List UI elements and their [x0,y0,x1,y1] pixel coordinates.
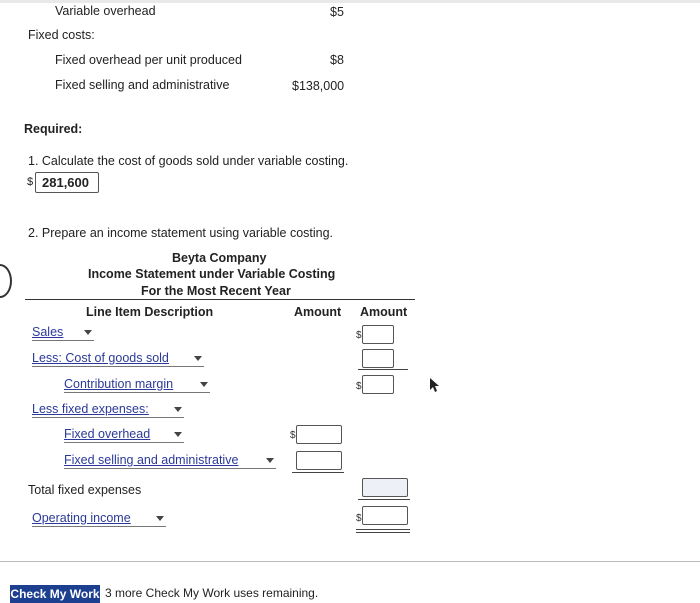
variable-overhead-label: Variable overhead [55,4,156,18]
total-fixed-expenses-input[interactable] [362,478,408,497]
fixed-selling-amount-input[interactable] [296,451,342,470]
q1-answer-input[interactable]: 281,600 [35,172,99,193]
company-name: Beyta Company [172,251,267,265]
operating-income-dropdown[interactable] [32,511,166,527]
question-1-text: 1. Calculate the cost of goods sold under variable costing. [28,154,349,168]
operating-income-label: Operating income [32,511,131,525]
fixed-overhead-label: Fixed overhead [64,427,151,441]
statement-period: For the Most Recent Year [141,284,291,298]
fixed-selling-admin-label: Fixed selling and administrative [55,78,230,92]
fixed-selling-underline [292,472,344,473]
fixed-overhead-currency: $ [290,430,296,441]
sales-dropdown-label: Sales [32,325,64,339]
chevron-down-icon [266,458,274,463]
fixed-selling-label: Fixed selling and administrative [64,453,239,467]
total-fixed-expenses-label: Total fixed expenses [28,483,142,497]
fixed-overhead-dropdown[interactable] [64,427,184,443]
col-line-item-description: Line Item Description [86,305,214,319]
header-rule [25,299,415,300]
sales-amount-input[interactable] [362,325,394,344]
col-amount-1: Amount [294,305,342,319]
contribution-margin-label: Contribution margin [64,377,174,391]
check-remaining-text: 3 more Check My Work uses remaining. [105,586,319,600]
fixed-overhead-amount-input[interactable] [296,425,342,444]
fixed-overhead-per-unit-label: Fixed overhead per unit produced [55,53,242,67]
contribution-currency: $ [356,381,362,392]
chevron-down-icon [84,330,92,335]
sales-dropdown[interactable] [32,325,94,341]
mouse-cursor-icon [430,378,444,396]
total-fixed-underline [358,499,410,500]
col-amount-2: Amount [360,305,408,319]
operating-income-input[interactable] [362,506,408,525]
less-fixed-expenses-label: Less fixed expenses: [32,402,149,416]
cogs-dropdown-label: Less: Cost of goods sold [32,351,169,365]
variable-overhead-value: $5 [330,5,344,19]
sales-currency: $ [356,330,362,341]
fixed-costs-label: Fixed costs: [28,28,95,42]
fixed-selling-dropdown[interactable] [64,453,276,469]
check-my-work-button[interactable]: Check My Work [10,587,100,601]
required-heading: Required: [24,122,83,136]
fixed-overhead-per-unit-value: $8 [330,53,344,67]
contribution-margin-input[interactable] [362,375,394,394]
top-bar [0,0,700,3]
operating-income-currency: $ [356,513,362,524]
contribution-margin-dropdown[interactable] [64,377,210,393]
cogs-underline [358,369,408,370]
operating-income-double-rule-2 [356,532,410,533]
cogs-dropdown[interactable] [32,351,204,367]
fixed-selling-admin-value: $138,000 [292,79,345,93]
left-edge-arc [0,264,12,298]
cogs-amount-input[interactable] [362,349,394,368]
chevron-down-icon [174,407,182,412]
question-2-text: 2. Prepare an income statement using variable costing. [28,226,334,240]
chevron-down-icon [156,516,164,521]
less-fixed-expenses-dropdown[interactable] [32,402,184,418]
operating-income-double-rule-1 [356,529,410,530]
q1-currency-symbol: $ [27,176,34,188]
footer-divider [0,561,700,562]
chevron-down-icon [174,432,182,437]
chevron-down-icon [194,356,202,361]
statement-title: Income Statement under Variable Costing [88,267,336,281]
chevron-down-icon [200,382,208,387]
